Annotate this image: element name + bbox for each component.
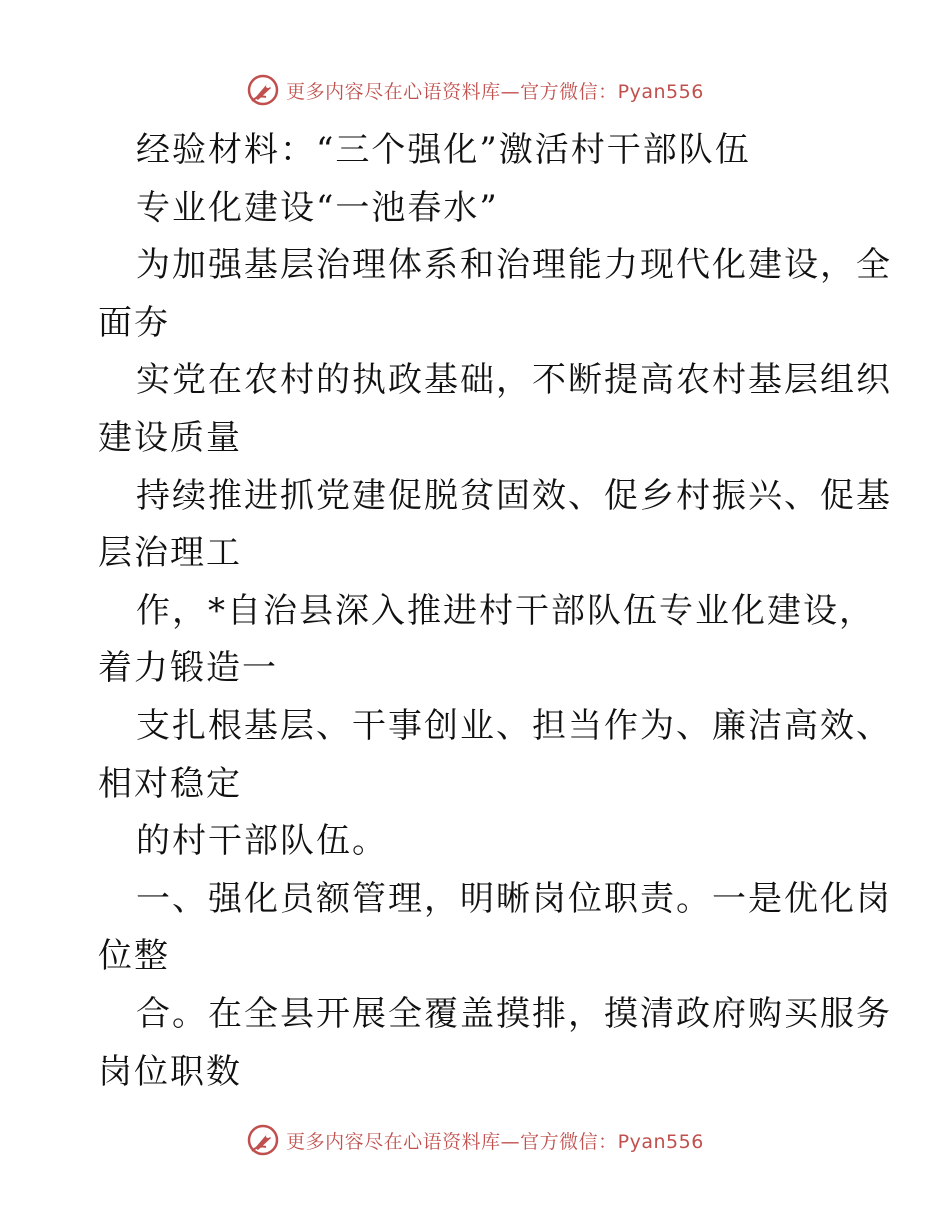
header-watermark (0, 70, 950, 110)
body-line: 一、强化员额管理，明晰岗位职责。一是优化岗 (136, 878, 892, 919)
footer-watermark (0, 1120, 950, 1160)
pen-nib-logo-icon (246, 73, 280, 107)
body-line: 经验材料：“三个强化”激活村干部队伍 (136, 130, 751, 170)
body-line: 支扎根基层、干事创业、担当作为、廉洁高效、 (136, 705, 892, 746)
watermark-text: 更多内容尽在心语资料库—官方微信：Pyan556 (286, 80, 704, 103)
body-line: 面夯 (98, 302, 170, 343)
body-line: 为加强基层治理体系和治理能力现代化建设，全 (136, 245, 892, 286)
body-line: 实党在农村的执政基础，不断提高农村基层组织 (136, 360, 892, 401)
body-line: 专业化建设“一池春水” (136, 187, 499, 228)
body-line: 相对稳定 (98, 763, 242, 804)
body-line: 层治理工 (98, 533, 242, 574)
body-line: 位整 (98, 936, 170, 977)
document-body (98, 122, 892, 1101)
body-line: 合。在全县开展全覆盖摸排，摸清政府购买服务 (136, 993, 892, 1034)
pen-nib-logo-icon (246, 1123, 280, 1157)
body-line: 建设质量 (98, 417, 242, 458)
body-line: 着力锻造一 (98, 648, 278, 689)
body-line: 岗位职数 (98, 1051, 242, 1092)
body-line: 作，*自治县深入推进村干部队伍专业化建设， (136, 590, 875, 631)
body-line: 持续推进抓党建促脱贫固效、促乡村振兴、促基 (136, 475, 892, 516)
body-line: 的村干部队伍。 (136, 821, 388, 862)
watermark-text: 更多内容尽在心语资料库—官方微信：Pyan556 (286, 1130, 704, 1153)
